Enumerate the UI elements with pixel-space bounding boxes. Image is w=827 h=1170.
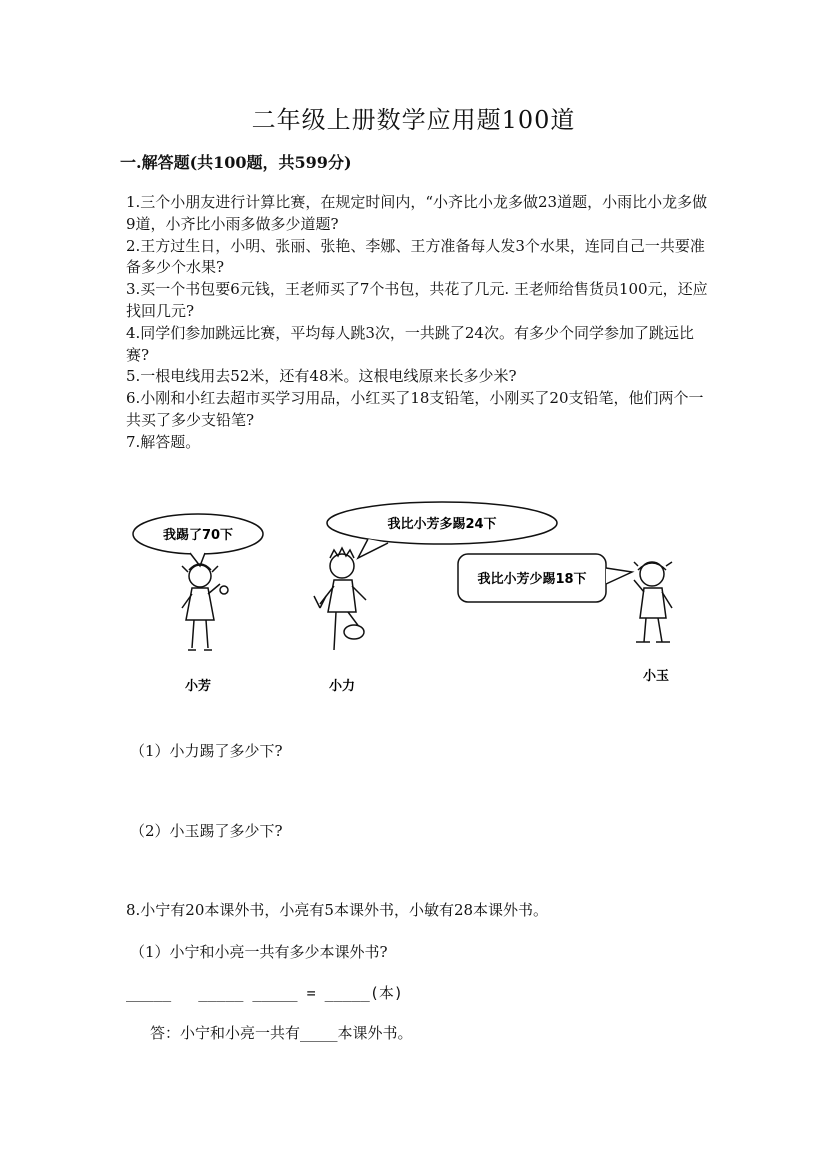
boy-xiaoli-figure	[314, 548, 366, 650]
question-1: 1.三个小朋友进行计算比赛，在规定时间内，“小齐比小龙多做23道题，小雨比小龙多做9道，小齐比小雨多做多少道题?	[126, 193, 708, 233]
shuttlecock-illustration	[120, 500, 710, 700]
question-6: 6.小刚和小红去超市买学习用品，小红买了18支铅笔，小刚买了20支铅笔，他们两个一共买了多少支铅笔?	[126, 389, 704, 429]
page-title: 二年级上册数学应用题100道	[251, 106, 576, 134]
question-8: 8.小宁有20本课外书，小亮有5本课外书，小敏有28本课外书。	[126, 901, 549, 919]
speech-bubble-2	[327, 502, 557, 558]
question-8-sub-1: （1）小宁和小亮一共有多少本课外书?	[130, 943, 388, 961]
bubble-2-text: 我比小芳多踢24下	[387, 517, 497, 532]
question-4: 4.同学们参加跳远比赛，平均每人跳3次，一共跳了24次。有多少个同学参加了跳远比赛?	[126, 323, 694, 364]
bubble-1-text: 我踢了70下	[162, 528, 234, 543]
question-8-answer-line: 答：小宁和小亮一共有_____本课外书。	[150, 1024, 413, 1042]
question-list	[126, 192, 716, 454]
section-heading: 一.解答题(共100题，共599分)	[120, 153, 352, 172]
question-7-sub-2: （2）小玉踢了多少下?	[130, 822, 283, 840]
question-3: 3.买一个书包要6元钱，王老师买了7个书包，共花了几元. 王老师给售货员100元，还应找回几元?	[126, 280, 708, 320]
question-5: 5.一根电线用去52米，还有48米。这根电线原来长多少米?	[126, 367, 517, 386]
speech-bubble-1	[133, 514, 263, 566]
name-xiaofang: 小芳	[184, 679, 212, 694]
bubble-3-text: 我比小芳少踢18下	[477, 572, 587, 587]
question-7-sub-1: （1）小力踢了多少下?	[130, 742, 283, 760]
name-xiaoyu: 小玉	[642, 669, 670, 684]
girl-xiaoyu-figure	[634, 562, 672, 642]
speech-bubble-3	[458, 554, 632, 602]
name-xiaoli: 小力	[328, 679, 356, 694]
question-2: 2.王方过生日，小明、张丽、张艳、李娜、王方准备每人发3个水果，连同自己一共要准备多少个水果?	[126, 236, 705, 277]
girl-xiaofang-figure	[182, 564, 228, 650]
question-7: 7.解答题。	[126, 432, 201, 451]
question-8-blanks: _____ _____ _____ = _____(本)	[126, 984, 403, 1002]
